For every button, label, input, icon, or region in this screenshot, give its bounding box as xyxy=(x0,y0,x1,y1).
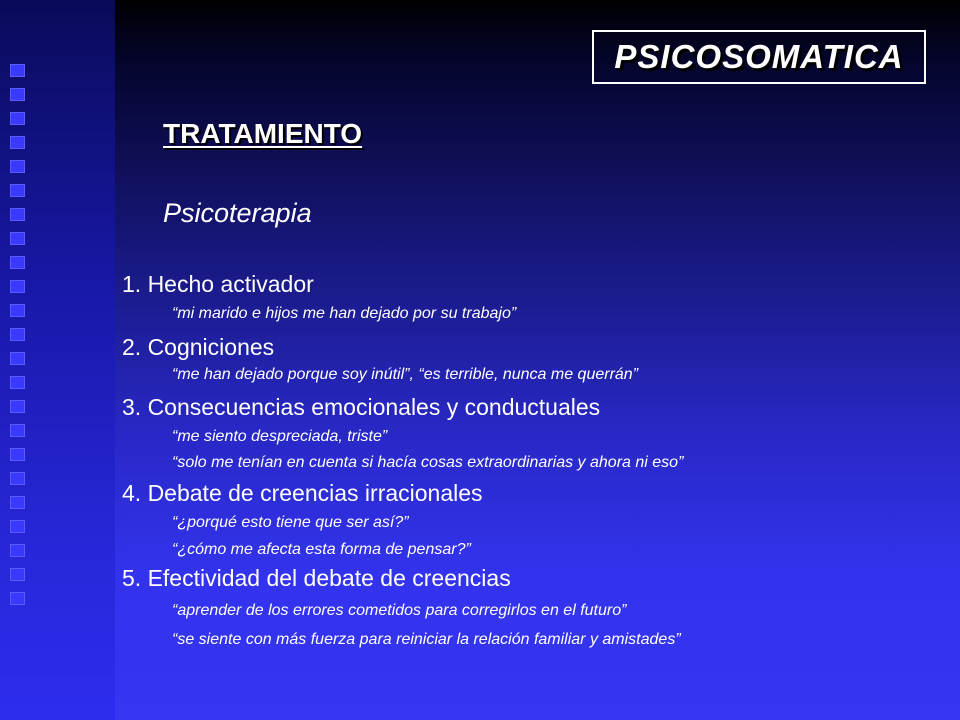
title-box xyxy=(592,30,926,84)
step-1-quote-1: “mi marido e hijos me han dejado por su trabajo” xyxy=(172,305,517,322)
slide-title: PSICOSOMATICA xyxy=(614,38,904,75)
step-2-label: 2. Cogniciones xyxy=(122,334,275,360)
decorative-square xyxy=(10,184,25,197)
section-heading: TRATAMIENTO xyxy=(163,118,363,149)
decorative-square xyxy=(10,304,25,317)
decorative-square xyxy=(10,424,25,437)
step-4-quote-2: “¿cómo me afecta esta forma de pensar?” xyxy=(172,541,471,558)
decorative-square xyxy=(10,232,25,245)
decorative-square xyxy=(10,280,25,293)
decorative-square xyxy=(10,592,25,605)
step-5-label: 5. Efectividad del debate de creencias xyxy=(122,565,511,591)
step-4-label: 4. Debate de creencias irracionales xyxy=(122,480,483,506)
left-decorative-strip xyxy=(0,0,115,720)
step-3-quote-2: “solo me tenían en cuenta si hacía cosas extraordinarias y ahora ni eso” xyxy=(172,454,684,471)
step-5-quote-1: “aprender de los errores cometidos para corregirlos en el futuro” xyxy=(172,602,627,619)
step-2-quote-1: “me han dejado porque soy inútil”, “es terrible, nunca me querrán” xyxy=(172,366,639,383)
decorative-square xyxy=(10,352,25,365)
decorative-square xyxy=(10,256,25,269)
step-1-label: 1. Hecho activador xyxy=(122,271,314,297)
decorative-square xyxy=(10,112,25,125)
decorative-square xyxy=(10,376,25,389)
decorative-square xyxy=(10,88,25,101)
decorative-square xyxy=(10,160,25,173)
decorative-square xyxy=(10,496,25,509)
decorative-square xyxy=(10,520,25,533)
step-3-quote-1: “me siento despreciada, triste” xyxy=(172,428,388,445)
section-subheading: Psicoterapia xyxy=(163,198,312,228)
decorative-square xyxy=(10,448,25,461)
decorative-square xyxy=(10,64,25,77)
decorative-square xyxy=(10,472,25,485)
step-4-quote-1: “¿porqué esto tiene que ser así?” xyxy=(172,514,409,531)
decorative-square xyxy=(10,544,25,557)
decorative-square xyxy=(10,136,25,149)
decorative-square xyxy=(10,328,25,341)
decorative-square xyxy=(10,208,25,221)
step-5-quote-2: “se siente con más fuerza para reiniciar la relación familiar y amistades” xyxy=(172,631,681,648)
step-3-label: 3. Consecuencias emocionales y conductuales xyxy=(122,394,601,420)
decorative-square xyxy=(10,400,25,413)
decorative-square xyxy=(10,568,25,581)
